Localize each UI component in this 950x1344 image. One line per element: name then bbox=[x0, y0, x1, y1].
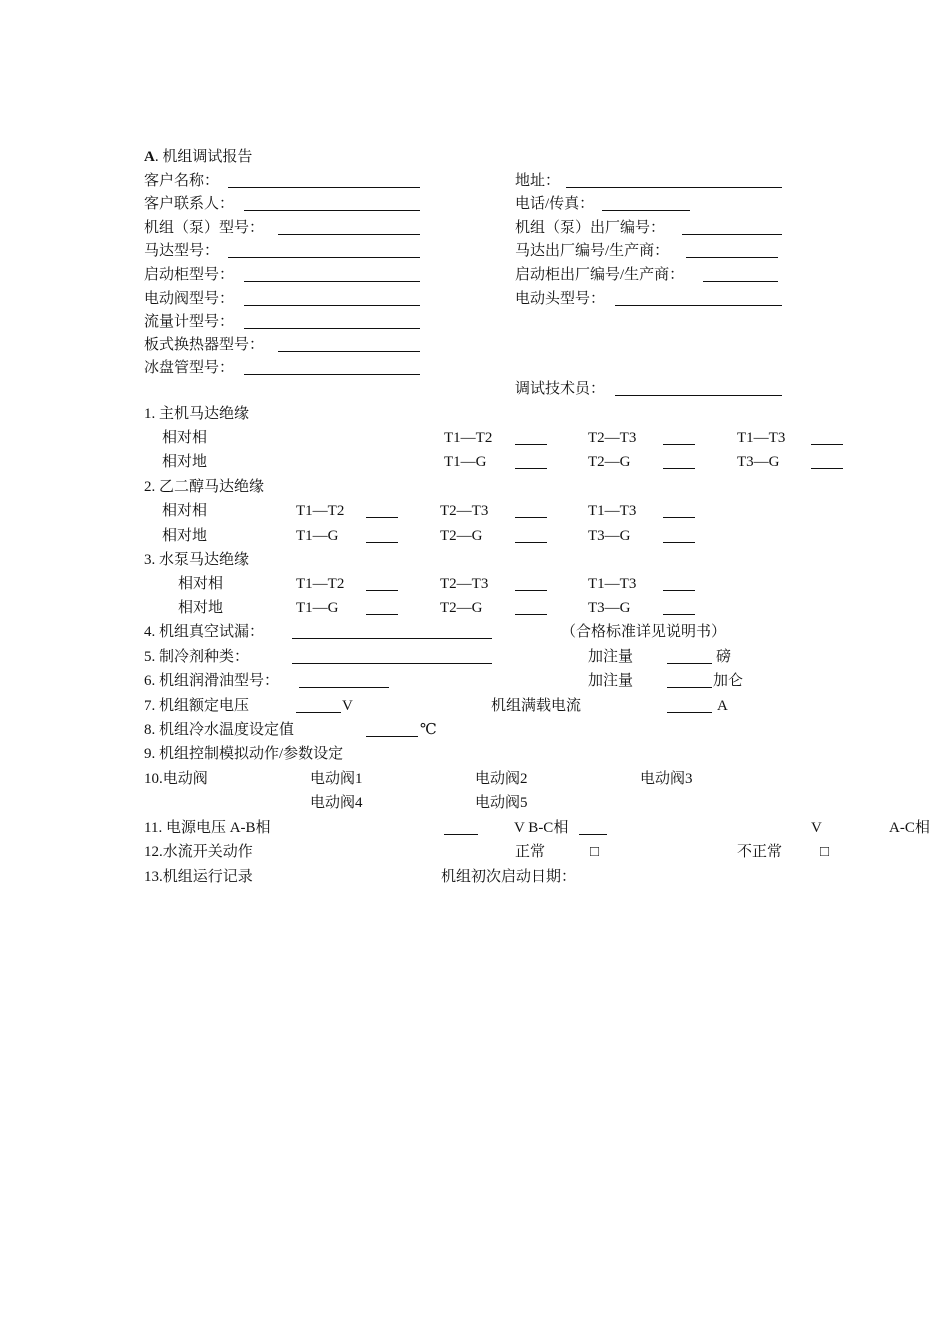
s1-t2-g-label: T2—G bbox=[588, 454, 631, 470]
chilled-water-setpoint-unit: ℃ bbox=[420, 722, 437, 738]
chilled-water-setpoint-label: 8. 机组冷水温度设定值 bbox=[144, 722, 295, 738]
actuator-model-field[interactable] bbox=[615, 305, 782, 306]
full-load-current-label: 机组满载电流 bbox=[491, 698, 582, 714]
refrigerant-charge-unit: 磅 bbox=[716, 649, 732, 665]
valve-5: 电动阀5 bbox=[475, 795, 528, 811]
s1-t1-g-label: T1—G bbox=[444, 454, 487, 470]
s3-t1-t3-field[interactable] bbox=[663, 590, 695, 591]
supply-voltage-bc-unit: V bbox=[811, 820, 822, 836]
s2-t2-g-label: T2—G bbox=[440, 528, 483, 544]
valve-model-field[interactable] bbox=[244, 305, 420, 306]
s3-phase-ground-label: 相对地 bbox=[178, 600, 224, 616]
s2-t2-t3-field[interactable] bbox=[515, 517, 547, 518]
s2-title: 2. 乙二醇马达绝缘 bbox=[144, 479, 265, 495]
vacuum-test-note: （合格标准详见说明书） bbox=[561, 624, 727, 640]
section-title: . 机组调试报告 bbox=[154, 149, 253, 165]
flowmeter-model-field[interactable] bbox=[244, 328, 420, 329]
s3-title: 3. 水泵马达绝缘 bbox=[144, 552, 250, 568]
vacuum-test-label: 4. 机组真空试漏： bbox=[144, 624, 265, 640]
operation-record-label: 13.机组运行记录 bbox=[144, 869, 253, 885]
address-label: 地址： bbox=[515, 173, 561, 189]
supply-voltage-ab-field[interactable] bbox=[444, 834, 478, 835]
technician-label: 调试技术员： bbox=[515, 381, 606, 397]
rated-voltage-field[interactable] bbox=[296, 712, 341, 713]
s2-t3-g-label: T3—G bbox=[588, 528, 631, 544]
s3-t1-t3-label: T1—T3 bbox=[588, 576, 637, 592]
motor-serial-field[interactable] bbox=[686, 257, 778, 258]
s2-t1-t3-field[interactable] bbox=[663, 517, 695, 518]
starter-model-field[interactable] bbox=[244, 281, 420, 282]
customer-contact-field[interactable] bbox=[244, 210, 420, 211]
s1-t2-g-field[interactable] bbox=[663, 468, 695, 469]
flow-switch-label: 12.水流开关动作 bbox=[144, 844, 253, 860]
full-load-current-unit: A bbox=[717, 698, 728, 714]
valve-model-label: 电动阀型号： bbox=[144, 291, 235, 307]
ice-coil-model-label: 冰盘管型号： bbox=[144, 360, 235, 376]
s3-t2-t3-field[interactable] bbox=[515, 590, 547, 591]
s3-phase-phase-label: 相对相 bbox=[178, 576, 224, 592]
starter-serial-label: 启动柜出厂编号/生产商： bbox=[515, 267, 685, 283]
valve-2: 电动阀2 bbox=[475, 771, 528, 787]
control-simulation-label: 9. 机组控制模拟动作/参数设定 bbox=[144, 746, 344, 762]
starter-serial-field[interactable] bbox=[703, 281, 778, 282]
s3-t1-t2-label: T1—T2 bbox=[296, 576, 345, 592]
unit-serial-field[interactable] bbox=[682, 234, 782, 235]
refrigerant-type-label: 5. 制冷剂种类： bbox=[144, 649, 250, 665]
s1-t2-t3-label: T2—T3 bbox=[588, 430, 637, 446]
flow-switch-abnormal-label: 不正常 bbox=[737, 844, 783, 860]
report-title bbox=[144, 148, 252, 166]
supply-voltage-ac-label: A-C相 bbox=[889, 820, 930, 836]
s1-t3-g-field[interactable] bbox=[811, 468, 843, 469]
oil-charge-label: 加注量 bbox=[588, 673, 634, 689]
full-load-current-field[interactable] bbox=[667, 712, 712, 713]
motor-model-field[interactable] bbox=[228, 257, 420, 258]
s1-t1-g-field[interactable] bbox=[515, 468, 547, 469]
s1-t1-t2-label: T1—T2 bbox=[444, 430, 493, 446]
s3-t1-g-field[interactable] bbox=[366, 614, 398, 615]
motor-model-label: 马达型号： bbox=[144, 243, 220, 259]
rated-voltage-label: 7. 机组额定电压 bbox=[144, 698, 250, 714]
ice-coil-model-field[interactable] bbox=[244, 374, 420, 375]
vacuum-test-field[interactable] bbox=[292, 638, 492, 639]
refrigerant-charge-label: 加注量 bbox=[588, 649, 634, 665]
s3-t3-g-field[interactable] bbox=[663, 614, 695, 615]
s1-t1-t3-field[interactable] bbox=[811, 444, 843, 445]
phone-fax-field[interactable] bbox=[602, 210, 690, 211]
supply-voltage-bc-label: V B-C相 bbox=[514, 820, 569, 836]
motorized-valve-label: 10.电动阀 bbox=[144, 771, 208, 787]
s2-t1-g-label: T1—G bbox=[296, 528, 339, 544]
s1-title: 1. 主机马达绝缘 bbox=[144, 406, 250, 422]
s2-t2-t3-label: T2—T3 bbox=[440, 503, 489, 519]
s2-phase-ground-label: 相对地 bbox=[162, 528, 208, 544]
valve-3: 电动阀3 bbox=[640, 771, 693, 787]
flow-switch-normal-label: 正常 bbox=[515, 844, 546, 860]
oil-charge-field[interactable] bbox=[667, 687, 712, 688]
s3-t2-g-field[interactable] bbox=[515, 614, 547, 615]
supply-voltage-bc-field[interactable] bbox=[579, 834, 607, 835]
s1-t1-t3-label: T1—T3 bbox=[737, 430, 786, 446]
s3-t2-t3-label: T2—T3 bbox=[440, 576, 489, 592]
unit-serial-label: 机组（泵）出厂编号： bbox=[515, 220, 666, 236]
first-start-date-label: 机组初次启动日期： bbox=[441, 869, 577, 885]
flow-switch-normal-checkbox[interactable]: □ bbox=[590, 844, 600, 860]
s2-t1-t2-label: T1—T2 bbox=[296, 503, 345, 519]
flow-switch-abnormal-checkbox[interactable]: □ bbox=[820, 844, 830, 860]
s1-phase-ground-label: 相对地 bbox=[162, 454, 208, 470]
s2-t1-t3-label: T1—T3 bbox=[588, 503, 637, 519]
s1-t2-t3-field[interactable] bbox=[663, 444, 695, 445]
valve-4: 电动阀4 bbox=[310, 795, 363, 811]
starter-model-label: 启动柜型号： bbox=[144, 267, 235, 283]
s1-t3-g-label: T3—G bbox=[737, 454, 780, 470]
customer-name-label: 客户名称： bbox=[144, 173, 220, 189]
s1-phase-phase-label: 相对相 bbox=[162, 430, 208, 446]
s3-t3-g-label: T3—G bbox=[588, 600, 631, 616]
valve-1: 电动阀1 bbox=[310, 771, 363, 787]
customer-name-field[interactable] bbox=[228, 187, 420, 188]
motor-serial-label: 马达出厂编号/生产商： bbox=[515, 243, 670, 259]
oil-model-label: 6. 机组润滑油型号： bbox=[144, 673, 280, 689]
s2-t3-g-field[interactable] bbox=[663, 542, 695, 543]
refrigerant-charge-field[interactable] bbox=[667, 663, 712, 664]
actuator-model-label: 电动头型号： bbox=[515, 291, 606, 307]
s3-t1-t2-field[interactable] bbox=[366, 590, 398, 591]
s2-phase-phase-label: 相对相 bbox=[162, 503, 208, 519]
s2-t1-t2-field[interactable] bbox=[366, 517, 398, 518]
section-letter: A bbox=[144, 149, 155, 165]
rated-voltage-unit: V bbox=[342, 698, 353, 714]
address-field[interactable] bbox=[566, 187, 782, 188]
s2-t1-g-field[interactable] bbox=[366, 542, 398, 543]
phone-fax-label: 电话/传真： bbox=[515, 196, 595, 212]
unit-model-label: 机组（泵）型号： bbox=[144, 220, 265, 236]
s3-t2-g-label: T2—G bbox=[440, 600, 483, 616]
plate-exchanger-model-field[interactable] bbox=[278, 351, 420, 352]
s1-t1-t2-field[interactable] bbox=[515, 444, 547, 445]
technician-field[interactable] bbox=[615, 395, 782, 396]
oil-charge-unit: 加仑 bbox=[713, 673, 744, 689]
plate-exchanger-model-label: 板式换热器型号： bbox=[144, 337, 265, 353]
flowmeter-model-label: 流量计型号： bbox=[144, 314, 235, 330]
s2-t2-g-field[interactable] bbox=[515, 542, 547, 543]
customer-contact-label: 客户联系人： bbox=[144, 196, 235, 212]
oil-model-field[interactable] bbox=[299, 687, 389, 688]
chilled-water-setpoint-field[interactable] bbox=[366, 736, 418, 737]
refrigerant-type-field[interactable] bbox=[292, 663, 492, 664]
s3-t1-g-label: T1—G bbox=[296, 600, 339, 616]
unit-model-field[interactable] bbox=[278, 234, 420, 235]
supply-voltage-ab-label: 11. 电源电压 A-B相 bbox=[144, 820, 271, 836]
